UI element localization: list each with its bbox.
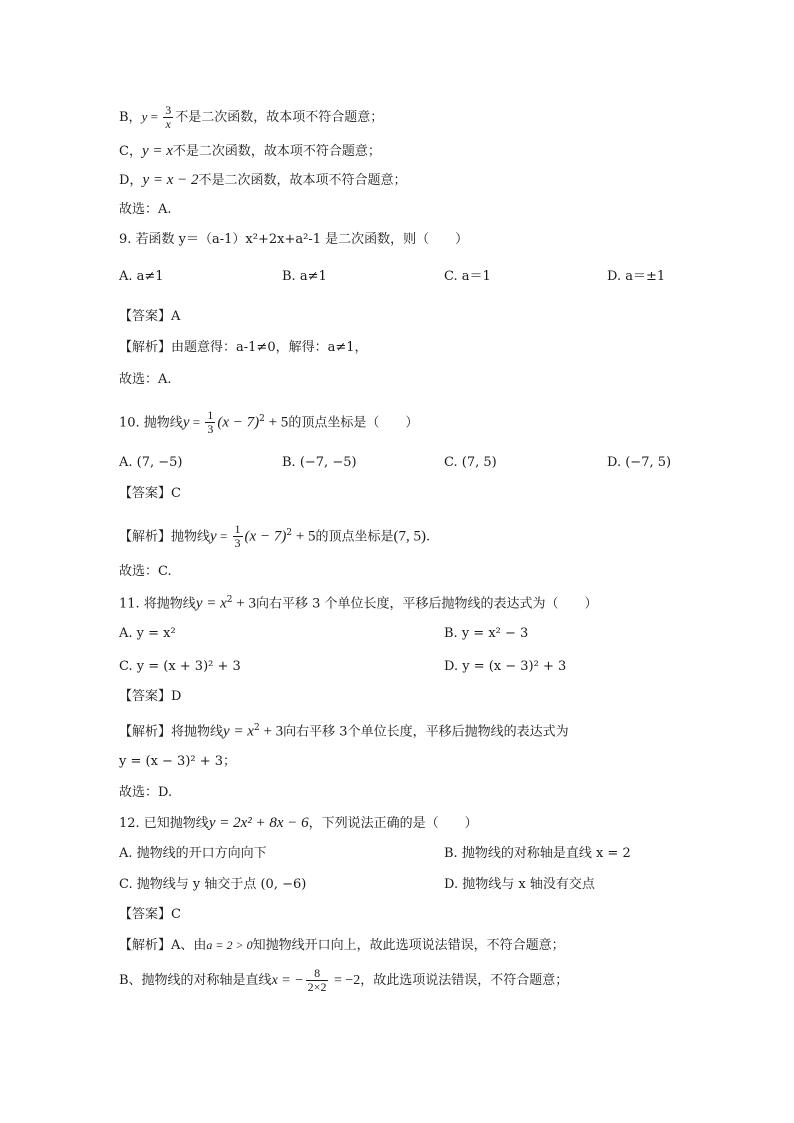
- q11-conclusion: 故选：D.: [119, 785, 173, 800]
- q12-answer: 【答案】C: [119, 907, 181, 922]
- q12-analysis-b: B、抛物线的对称轴是直线x = − $\frac{8}{2\times 2}$ = −2，故此选项说法错误，不符合题意；: [119, 966, 569, 994]
- q10-conclusion: 故选：C.: [119, 564, 172, 579]
- q11-option-c: C. y = (x + 3)² + 3: [119, 659, 241, 674]
- q10-stem: 10. 抛物线y = $\frac{1}{3}$ $(x - 7)^2 + 5$的顶点坐标是（ ）: [119, 408, 419, 437]
- q8-option-d-analysis: D，y = x − 2不是二次函数，故本项不符合题意；: [119, 172, 407, 188]
- q9-answer: 【答案】A: [119, 309, 181, 324]
- q10-option-b: B. (−7, −5): [282, 455, 357, 470]
- q11-option-b: B. y = x² − 3: [444, 626, 529, 641]
- q9-analysis: 【解析】由题意得：a-1≠0，解得：a≠1，: [119, 340, 368, 355]
- q10-option-c: C. (7, 5): [444, 455, 497, 470]
- q12-option-b: B. 抛物线的对称轴是直线 x = 2: [444, 846, 631, 861]
- q12-option-a: A. 抛物线的开口方向向下: [119, 846, 267, 861]
- q11-stem: 11. 将抛物线$y = x^2 + 3$向右平移 3 个单位长度，平移后抛物线的表达式为（ ）: [119, 595, 598, 612]
- q11-answer: 【答案】D: [119, 689, 182, 704]
- q9-conclusion: 故选：A.: [119, 372, 172, 387]
- q8-option-b-analysis: B，y = $\frac{3}{x}$ 不是二次函数，故本项不符合题意；: [119, 103, 384, 131]
- q12-option-d: D. 抛物线与 x 轴没有交点: [444, 877, 595, 892]
- q10-answer: 【答案】C: [119, 486, 181, 501]
- q11-option-a: A. y = x²: [119, 626, 176, 641]
- q9-option-b: B. a≠1: [282, 269, 327, 284]
- fraction: $\frac{1}{3}$: [234, 522, 241, 551]
- q11-analysis-line2: y = (x − 3)² + 3；: [119, 754, 237, 769]
- fraction: $\frac{3}{x}$: [165, 103, 172, 131]
- q12-option-c: C. 抛物线与 y 轴交于点 (0, −6): [119, 877, 307, 892]
- fraction: $\frac{1}{3}$: [207, 408, 214, 437]
- q9-stem: 9. 若函数 y＝（a-1）x²+2x+a²-1 是二次函数，则（ ）: [119, 232, 469, 247]
- fraction: $\frac{8}{2\times 2}$: [307, 966, 327, 994]
- q9-option-c: C. a＝1: [444, 269, 491, 284]
- q10-option-a: A. (7, −5): [119, 455, 183, 470]
- q8-option-c-analysis: C，y = x不是二次函数，故本项不符合题意；: [119, 143, 381, 159]
- q9-option-d: D. a＝±1: [607, 269, 666, 284]
- q9-option-a: A. a≠1: [119, 269, 164, 284]
- q11-analysis: 【解析】将抛物线$y = x^2 + 3$向右平移 3个单位长度，平移后抛物线的表达式为: [119, 723, 569, 740]
- q12-stem: 12. 已知抛物线y = 2x² + 8x − 6，下列说法正确的是（ ）: [119, 815, 478, 831]
- q8-conclusion: 故选：A.: [119, 202, 172, 217]
- q12-analysis-a: 【解析】A、由a = 2 > 0知抛物线开口向上，故此选项说法错误，不符合题意；: [119, 938, 565, 953]
- q10-option-d: D. (−7, 5): [607, 455, 672, 470]
- q10-analysis: 【解析】抛物线y = $\frac{1}{3}$ $(x - 7)^2 + 5$的顶点坐标是(7, 5).: [119, 522, 431, 551]
- q11-option-d: D. y = (x − 3)² + 3: [444, 659, 567, 674]
